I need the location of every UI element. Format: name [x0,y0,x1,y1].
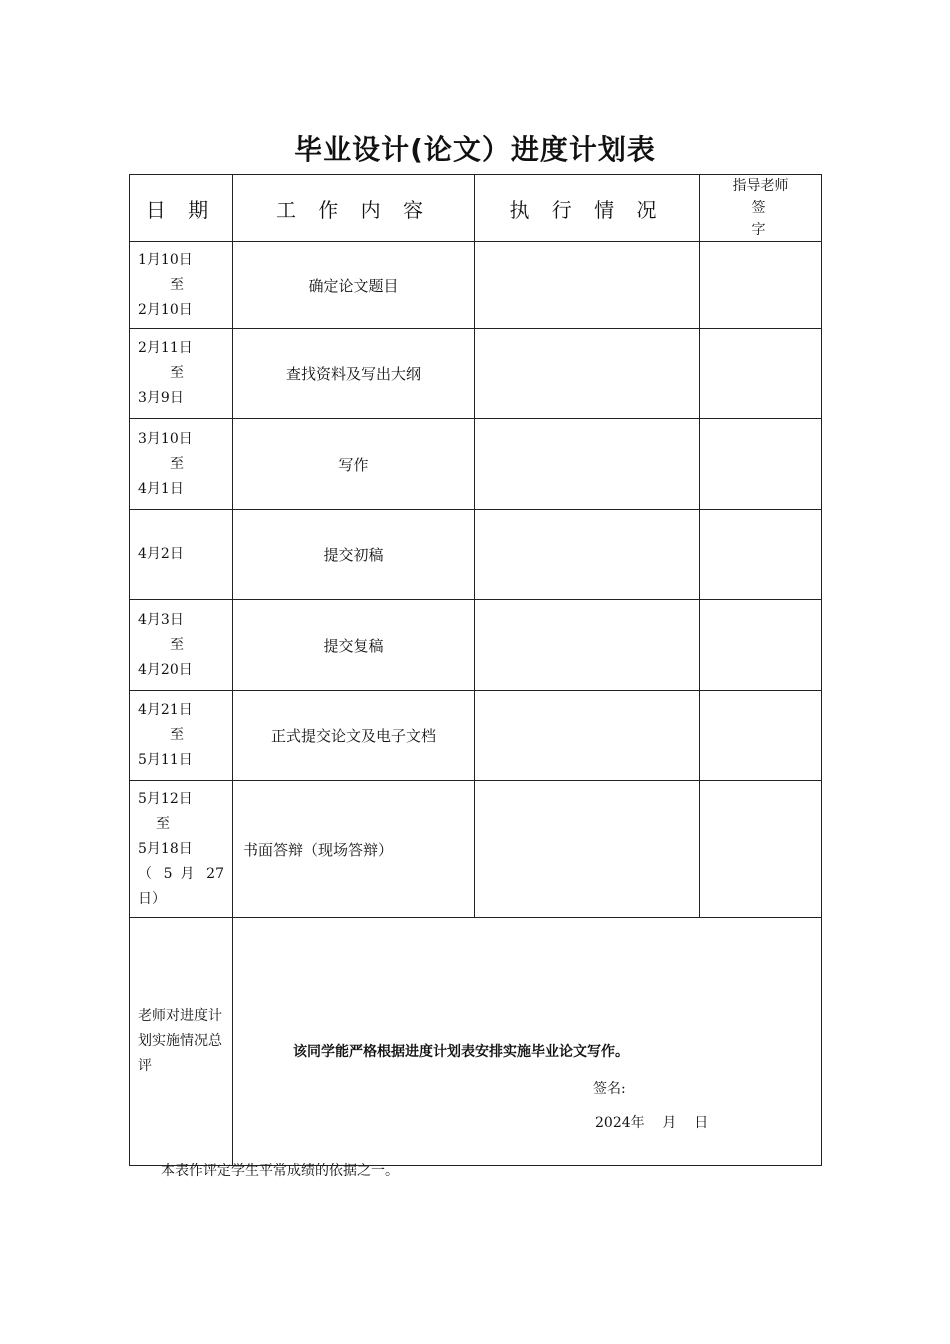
work-content-cell: 提交复稿 [233,600,475,691]
signature-cell[interactable] [700,242,822,329]
date-end: 4月20日 [138,661,193,678]
execution-cell[interactable] [475,329,700,419]
date-cell [130,781,233,918]
date-to: 至 [170,636,184,653]
date-start: 4月21日 [138,702,193,718]
date-start: 4月3日 [138,611,184,628]
remark-date: 2024年 月 日 [595,1115,709,1131]
header-work-content: 工 作 内 容 [233,175,475,242]
date-end: 3月9日 [138,390,184,406]
header-sign-line2: 签 字 [751,200,794,238]
date-cell [130,510,233,600]
date-start: 5月12日 [138,790,193,807]
table-row [130,329,822,419]
table-row [130,691,822,781]
date-cell [130,242,233,329]
work-content-cell: 提交初稿 [233,510,475,600]
work-content-cell: 写作 [233,419,475,510]
date-to: 至 [170,727,184,743]
date-cell [130,691,233,781]
table-row [130,600,822,691]
page-title: 毕业设计(论文）进度计划表 [294,133,656,166]
execution-cell[interactable] [475,510,700,600]
work-content-cell: 正式提交论文及电子文档 [233,691,475,781]
remark-signature-label: 签名: [593,1081,626,1097]
work-content-cell: 确定论文题目 [233,242,475,329]
signature-cell[interactable] [700,600,822,691]
execution-cell[interactable] [475,419,700,510]
date-cell [130,419,233,510]
remark-label: 老师对进度计划实施情况总评 [130,918,233,1166]
table-header-row [130,175,822,242]
date-start: 2月11日 [138,340,193,356]
execution-cell[interactable] [475,781,700,918]
table-row [130,510,822,600]
signature-cell[interactable] [700,419,822,510]
signature-cell[interactable] [700,781,822,918]
execution-cell[interactable] [475,600,700,691]
remark-text: 该同学能严格根据进度计划表安排实施毕业论文写作。 [293,1044,629,1060]
date-single: 4月2日 [138,546,184,562]
date-to: 至 [170,455,184,472]
header-date: 日 期 [130,175,233,242]
table-row [130,419,822,510]
execution-cell[interactable] [475,242,700,329]
header-sign-line1: 指导老师 [732,178,789,194]
date-end: 2月10日 [138,301,193,318]
date-start: 3月10日 [138,430,193,447]
signature-cell[interactable] [700,691,822,781]
date-start: 1月10日 [138,251,193,268]
work-content-cell: 书面答辩（现场答辩） [233,781,475,918]
table-row [130,781,822,918]
date-to: 至 [170,365,184,381]
date-cell [130,329,233,419]
schedule-table [129,174,822,1166]
execution-cell[interactable] [475,691,700,781]
header-advisor-signature [700,175,822,242]
date-end: 4月1日 [138,480,184,497]
date-cell [130,600,233,691]
date-note-line2: 日） [138,890,166,907]
date-end: 5月18日 [138,840,193,857]
signature-cell[interactable] [700,510,822,600]
work-content-cell: 查找资料及写出大纲 [233,329,475,419]
date-to: 至 [170,276,184,293]
remark-row [130,918,822,1166]
date-to: 至 [156,815,170,832]
table-row [130,242,822,329]
footnote: 本表作评定学生平常成绩的依据之一。 [161,1163,399,1179]
date-end: 5月11日 [138,752,193,768]
remark-cell[interactable] [233,918,822,1166]
date-note-line1: （ 5 月 27 [138,865,224,882]
signature-cell[interactable] [700,329,822,419]
header-execution: 执 行 情 况 [475,175,700,242]
